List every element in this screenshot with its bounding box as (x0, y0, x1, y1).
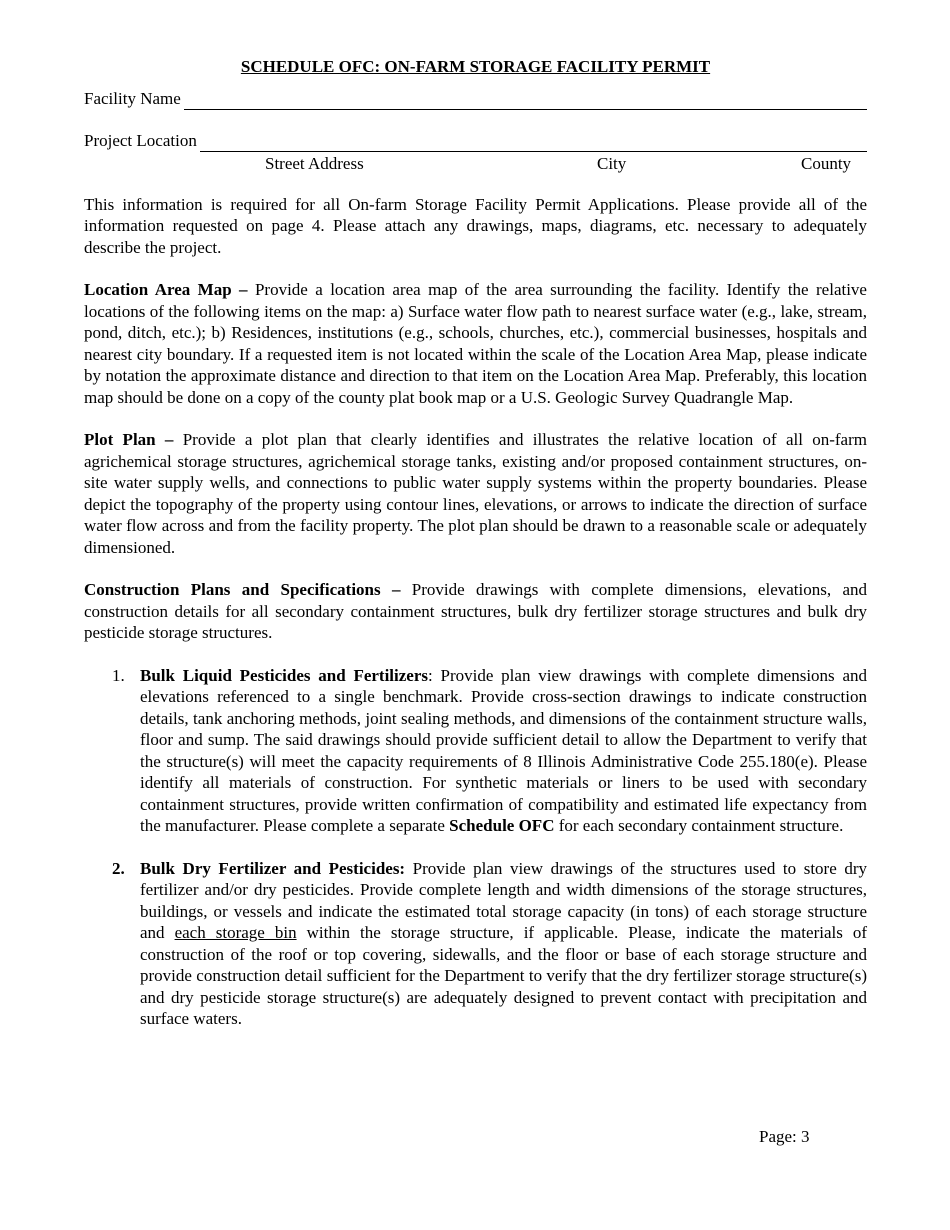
location-area-map-paragraph (84, 279, 867, 408)
list-item-body: Provide plan view drawings of the structures used to store dry fertilizer and/or dry pesticides. Provide complete length and width dimensions of the storage structures, buildings, or vessels and indicate the estimated total storage capacity (in tons) of each storage structure and (140, 858, 867, 942)
location-area-map-heading: Location Area Map – (84, 280, 248, 299)
county-label: County (801, 153, 852, 173)
location-area-map-text: Provide a location area map of the area surrounding the facility. Identify the relative locations of the following items on the map: a) Surface water flow path to nearest surface water (e.g., lake, stream, pond, ditch, etc.); b) Residences, institutions (e.g., schools, churches, etc.), commercial businesses, hospitals and nearest city boundary. If a requested item is not located within the scale of the Location Area Map, please indicate by notation the approximate distance and direction to that item on the Location Area Map. Preferably, this location map should be done on a copy of the county plat book map or a U.S. Geologic Survey Quadrangle Map. (84, 280, 867, 407)
plot-plan-text: Provide a plot plan that clearly identifies and illustrates the relative location of all on-farm agrichemical storage structures, agrichemical storage tanks, existing and/or proposed containment structures, on-site water supply wells, and connections to public water supply systems within the property boundaries. Please depict the topography of the property using contour lines, elevations, or arrows to indicate the direction of surface water flow across and from the facility property. The plot plan should be drawn to a reasonable scale or adequately dimensioned. (84, 430, 867, 557)
list-item (84, 858, 867, 1030)
facility-name-row (84, 88, 867, 110)
plot-plan-paragraph (84, 429, 867, 558)
facility-name-field[interactable] (184, 93, 867, 110)
construction-plans-text: Provide drawings with complete dimensions, elevations, and construction details for all secondary containment structures, bulk dry fertilizer storage structures and bulk dry pesticide storage structures. (84, 580, 867, 642)
list-item (84, 665, 867, 837)
list-item-heading: Bulk Liquid Pesticides and Fertilizers (140, 665, 429, 685)
list-item-text (140, 665, 867, 837)
construction-plans-heading: Construction Plans and Specifications – (84, 580, 401, 599)
page-title: SCHEDULE OFC: ON-FARM STORAGE FACILITY PERMIT (240, 57, 711, 76)
page-number: Page: 3 (759, 1127, 810, 1146)
facility-name-label: Facility Name (84, 89, 181, 108)
list-item-text (140, 858, 867, 1030)
location-sublabels (84, 152, 867, 174)
list-item-body-end: within the storage structure, if applicable. Please, indicate the materials of construction of the roof or top covering, sidewalls, and the floor or base of each storage structure and provide construction detail sufficient for the Department to verify that the dry fertilizer storage structure(s) and dry pesticide storage structure(s) are adequately designed to prevent contact with precipitation and surface waters. (140, 923, 868, 1028)
project-location-label: Project Location (84, 131, 197, 150)
construction-plans-paragraph (84, 579, 867, 644)
list-item-body-end: for each secondary containment structure. (554, 816, 844, 835)
each-storage-bin-underlined: each storage bin (174, 923, 297, 942)
list-item-number: 2. (112, 858, 125, 878)
intro-paragraph: This information is required for all On-farm Storage Facility Permit Applications. Please provide all of the information requested on page 4. Please attach any drawings, maps, diagrams, etc. necessary to adequately describe the project. (84, 194, 867, 257)
street-address-label: Street Address (265, 153, 364, 173)
requirements-list (84, 665, 867, 1030)
schedule-ofc-bold: Schedule OFC (449, 816, 555, 835)
list-item-heading: Bulk Dry Fertilizer and Pesticides: (140, 858, 406, 878)
list-item-number: 1. (112, 665, 125, 685)
list-item-body: : Provide plan view drawings with complete dimensions and elevations referenced to a single benchmark. Provide cross-section drawings to indicate construction details, tank anchoring methods, joint sealing methods, and dimensions of the containment structure walls, floor and sump. The said drawings should provide sufficient detail to allow the Department to verify that the structure(s) will meet the capacity requirements of 8 Illinois Administrative Code 255.180(e). Please identify all materials of construction. For synthetic materials or liners to be used with secondary containment structures, provide written confirmation of compatibility and estimated life expectancy from the manufacturer. Please complete a separate (140, 665, 867, 835)
city-label: City (597, 153, 627, 173)
document-page (84, 56, 867, 1030)
plot-plan-heading: Plot Plan – (84, 430, 174, 449)
project-location-row (84, 130, 867, 152)
project-location-field[interactable] (200, 135, 867, 152)
